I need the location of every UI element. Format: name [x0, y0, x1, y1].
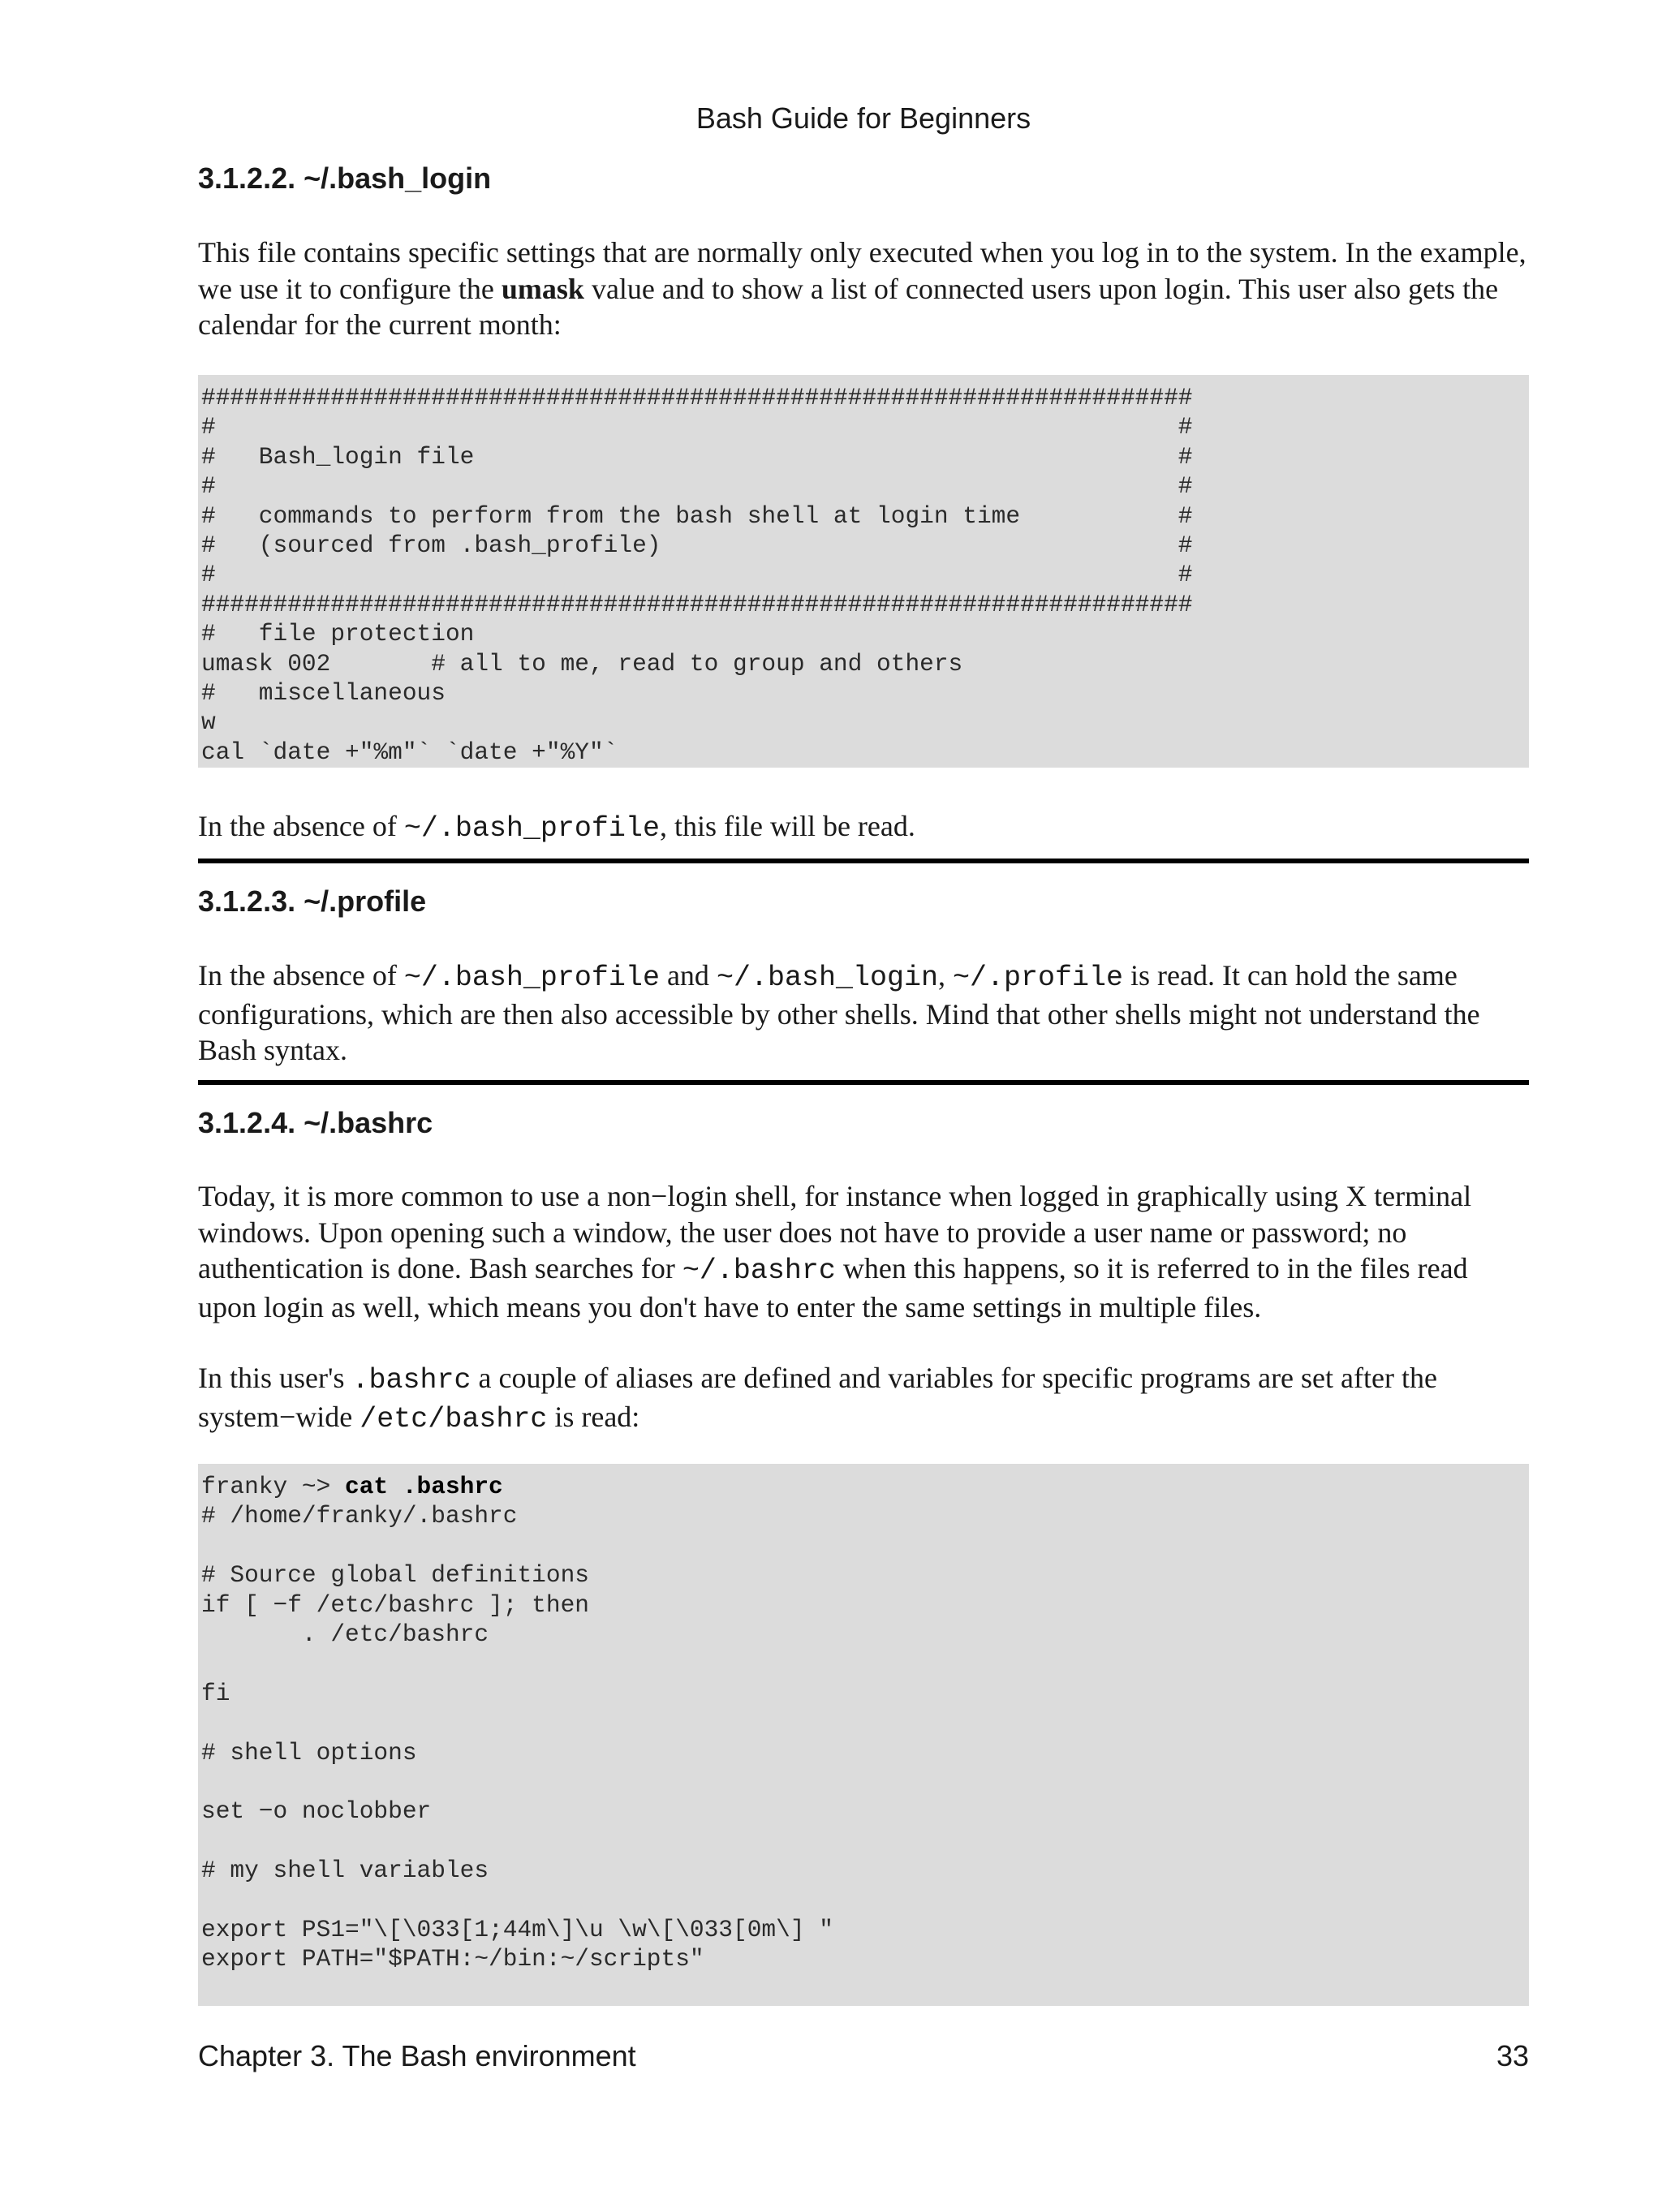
shell-prompt: franky ~>: [201, 1473, 346, 1500]
shell-command: cat .bashrc: [345, 1473, 503, 1500]
footer-page-number: 33: [1496, 2039, 1529, 2072]
code-line: [201, 1708, 1529, 1737]
code-line: [201, 1885, 1529, 1914]
code-line: [201, 1649, 1529, 1678]
text-run: a couple of aliases are defined and variables for specific programs are set after the system−wide: [198, 1362, 1437, 1433]
code-line: #####################################################################: [201, 590, 1193, 618]
bashrc-code-block: [198, 1464, 1529, 2006]
text-run: is read:: [547, 1400, 640, 1433]
section-divider: [198, 1080, 1529, 1085]
code-line: # miscellaneous: [201, 678, 446, 707]
code-line: fi: [201, 1679, 230, 1707]
code-line-prompt: [201, 1472, 1529, 1501]
code-line: # #: [201, 561, 1193, 589]
code-line: # file protection: [201, 620, 475, 648]
inline-code: /etc/bashrc: [360, 1402, 548, 1435]
inline-code: ~/.bash_login: [716, 962, 938, 994]
code-line: . /etc/bashrc: [201, 1620, 489, 1648]
text-run: and: [659, 959, 717, 992]
code-line: export PATH="$PATH:~/bin:~/scripts": [201, 1945, 704, 1973]
section-title-bashrc: 3.1.2.4. ~/.bashrc: [198, 1106, 433, 1139]
code-line: # #: [201, 413, 1193, 441]
code-line: set −o noclobber: [201, 1797, 432, 1826]
umask-keyword: umask: [501, 272, 584, 305]
profile-description: [198, 958, 1529, 1069]
inline-code: ~/.profile: [952, 962, 1124, 994]
text-run: In this user's: [198, 1362, 352, 1394]
running-header: Bash Guide for Beginners: [695, 101, 1031, 135]
code-line: # commands to perform from the bash shell at login time #: [201, 501, 1193, 530]
text-run: is read. It can hold the same configurations, which are then also accessible by other shells. Mind that other shells might not understand the Bash syntax.: [198, 959, 1480, 1066]
text-run: This file contains specific settings that are normally only executed when you log in to the system. In the example, we use it to configure the: [198, 236, 1526, 305]
bash-login-note: [198, 808, 1529, 847]
code-line: # (sourced from .bash_profile) #: [201, 531, 1193, 559]
inline-code: .bashrc: [351, 1364, 471, 1396]
code-line: # Source global definitions: [201, 1561, 589, 1590]
section-title-bash-login: 3.1.2.2. ~/.bash_login: [198, 161, 492, 195]
section-divider: [198, 859, 1529, 863]
text-run: ,: [937, 959, 953, 992]
code-line: w: [201, 708, 216, 737]
text-run: In the absence of: [198, 810, 404, 842]
code-line: # shell options: [201, 1738, 417, 1767]
bash-login-code-block: [198, 375, 1529, 768]
bashrc-aliases-description: [198, 1360, 1529, 1437]
text-run: , this file will be read.: [659, 810, 915, 842]
code-line: # my shell variables: [201, 1857, 489, 1885]
code-line: if [ −f /etc/bashrc ]; then: [201, 1590, 589, 1619]
text-run: when this happens, so it is referred to in the files read upon login as well, which means you don't have to enter the same settings in multiple files.: [198, 1252, 1468, 1323]
footer-chapter: Chapter 3. The Bash environment: [198, 2039, 636, 2072]
inline-code: ~/.bash_profile: [403, 962, 660, 994]
code-line: # #: [201, 472, 1193, 501]
code-line: # /home/franky/.bashrc: [201, 1502, 518, 1530]
text-run: In the absence of: [198, 959, 404, 992]
bashrc-description: [198, 1178, 1529, 1325]
code-line: export PS1="\[\033[1;44m\]\u \w\[\033[0m\] ": [201, 1915, 833, 1943]
code-line: [201, 1531, 1529, 1560]
code-line: [201, 1827, 1529, 1856]
code-line: #####################################################################: [201, 384, 1193, 411]
inline-code: ~/.bash_profile: [403, 812, 660, 845]
bash-login-description: [198, 235, 1529, 343]
text-run: value and to show a list of connected users upon login. This user also gets the calendar for the current month:: [198, 272, 1499, 341]
code-line: umask 002 # all to me, read to group and others: [201, 649, 963, 678]
text-run: Today, it is more common to use a non−login shell, for instance when logged in graphically using X terminal windows. Upon opening such a window, the user does not have to provide a user name or password; no authentication is done. Bash searches for: [198, 1180, 1472, 1285]
inline-code: ~/.bashrc: [682, 1254, 836, 1287]
code-line: # Bash_login file #: [201, 442, 1193, 471]
code-line: [201, 1767, 1529, 1797]
section-title-profile: 3.1.2.3. ~/.profile: [198, 884, 427, 918]
code-line: cal `date +"%m"` `date +"%Y"`: [201, 738, 618, 766]
